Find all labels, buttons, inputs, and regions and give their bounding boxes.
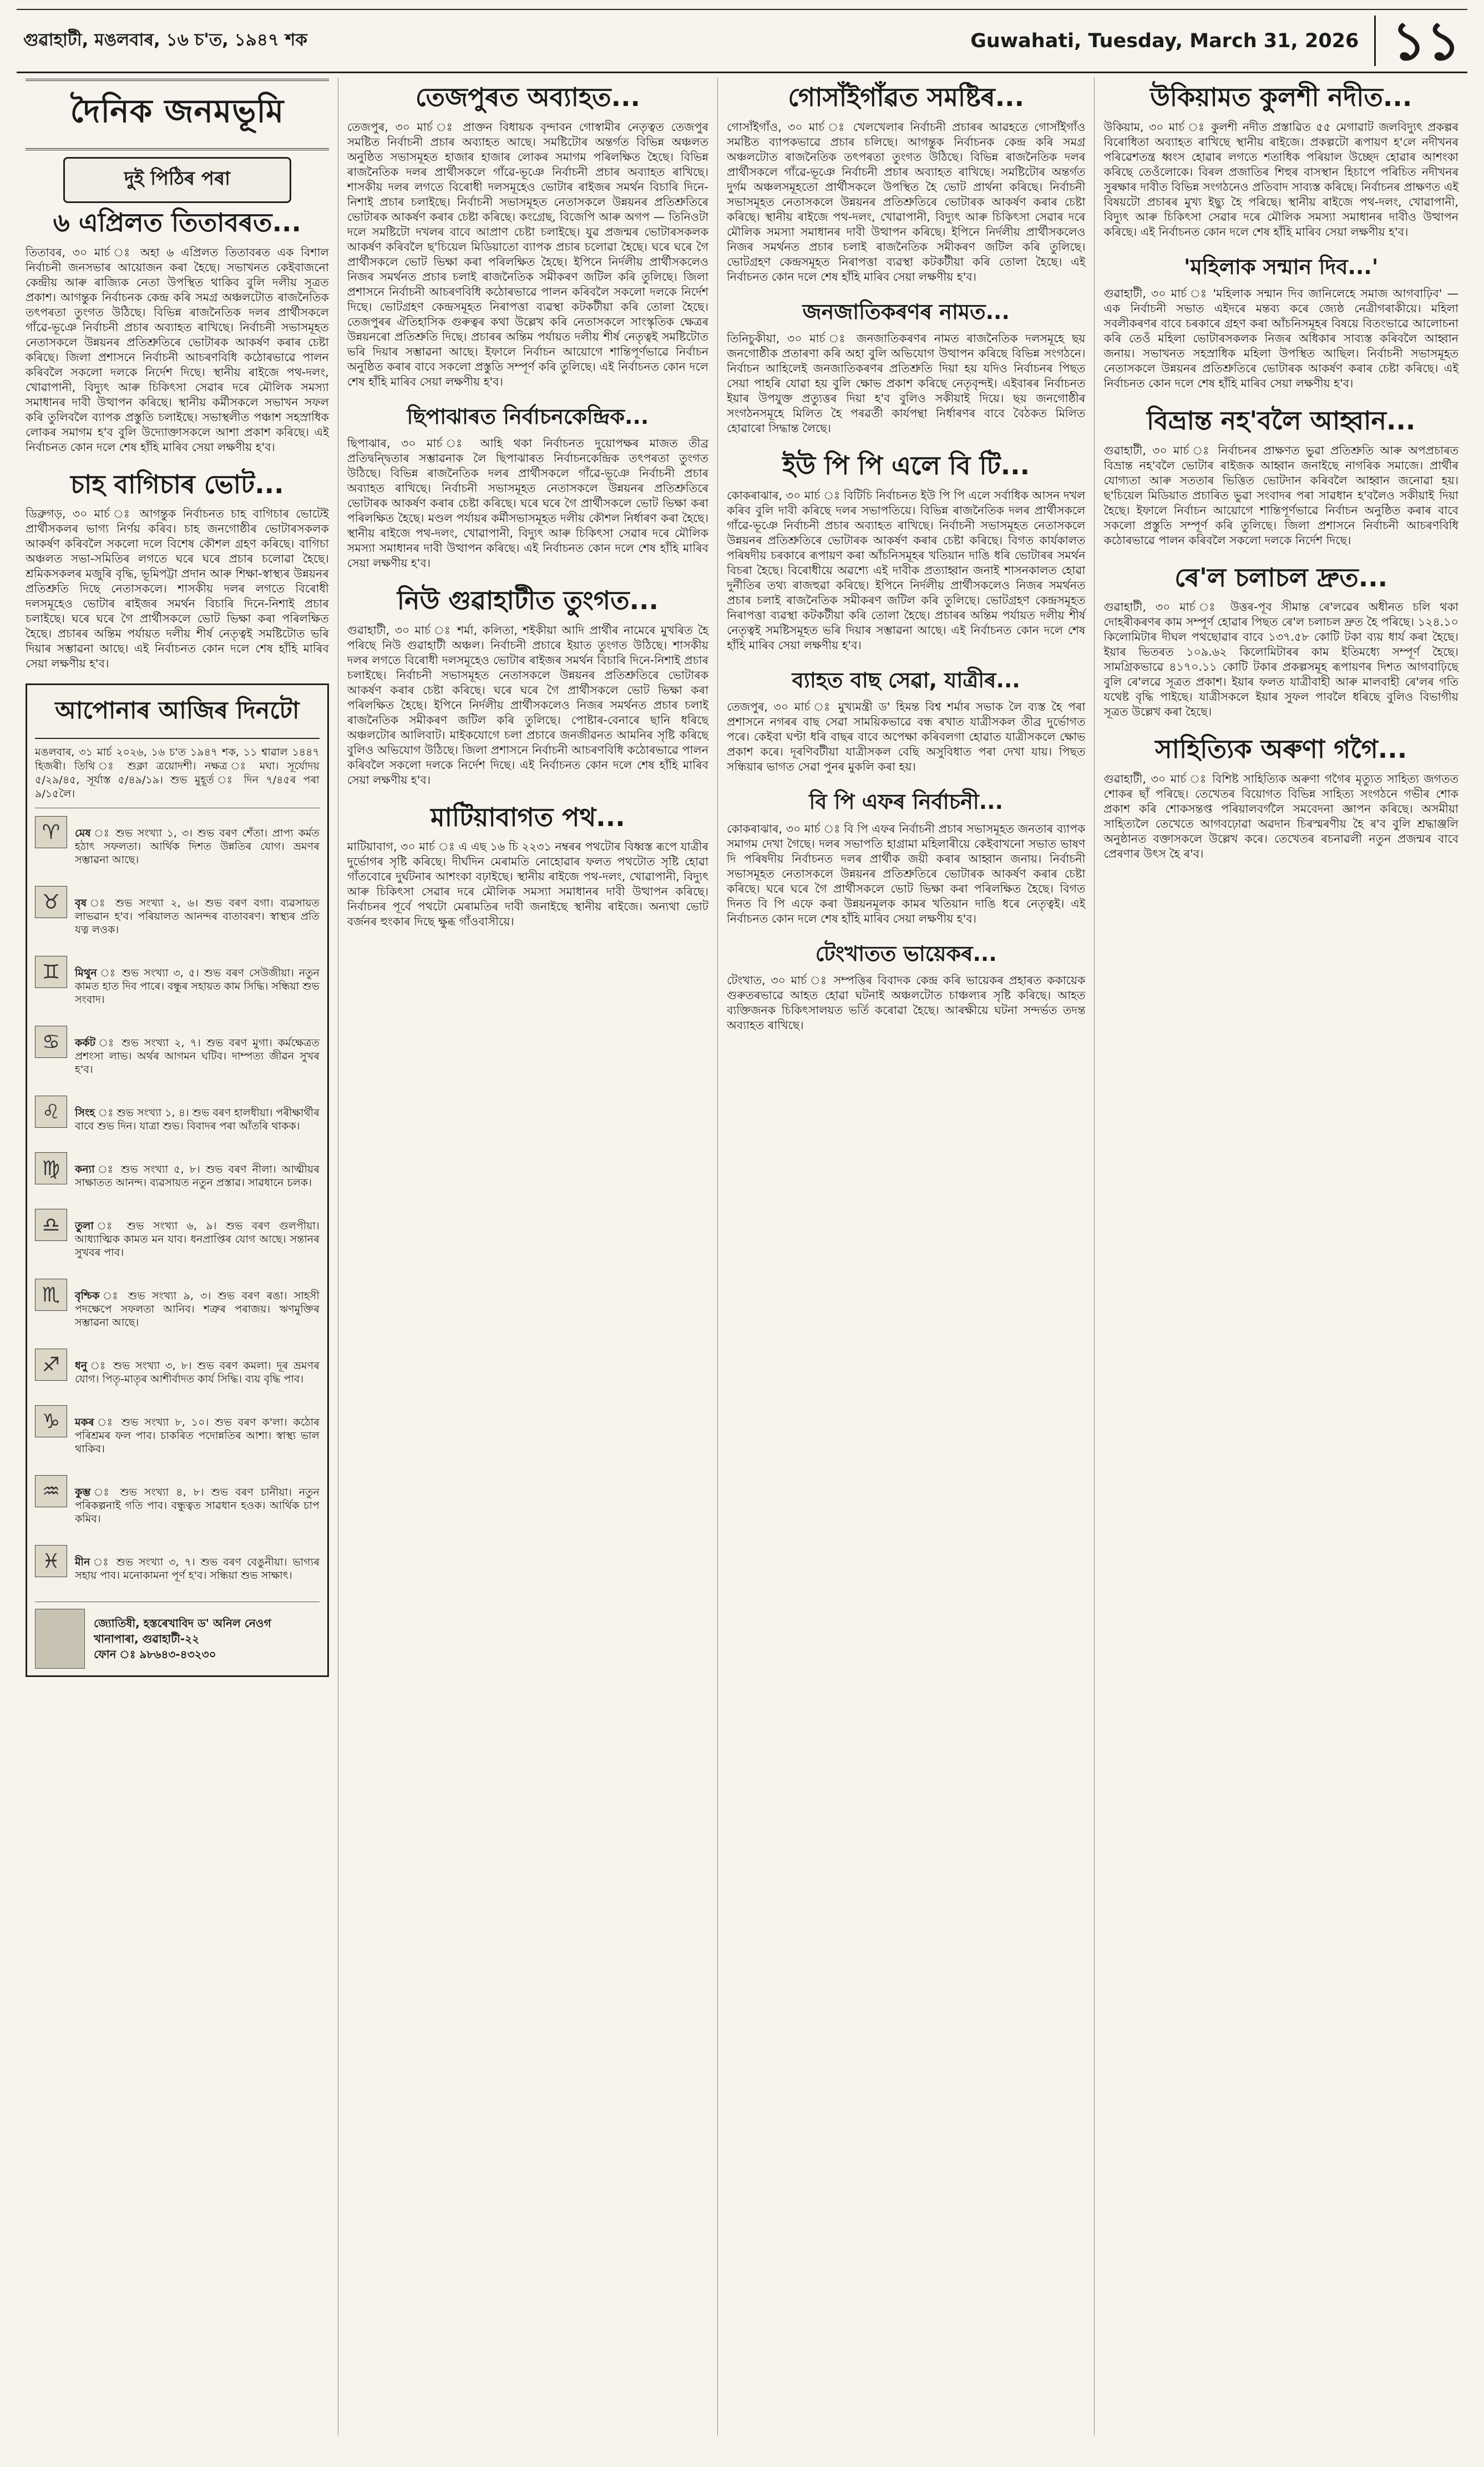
article [727,942,1085,1034]
pisces-icon: ♓ [35,1545,67,1577]
article [26,470,329,672]
article [727,790,1085,926]
zodiac-entry: ♌ সিংহ ঃ শুভ সংখ্যা ১, ৪। শুভ বৰণ হালধীয়া। পৰীক্ষাৰ্থীৰ বাবে শুভ দিন। যাত্ৰা শুভ। বিবাদৰ পৰা আঁতৰি থাকক। [35,1096,320,1143]
zodiac-text: শুভ সংখ্যা ৬, ৯। শুভ বৰণ গুলপীয়া। আধ্যাত্মিক কামত মন যাব। ধনপ্ৰাপ্তিৰ যোগ আছে। সন্তানৰ সুখবৰ পাব। [75,1220,320,1259]
article-headline: গোসাঁইগাঁৱত সমষ্টিৰ... [788,82,1025,113]
zodiac-entry: ♈ মেষ ঃ শুভ সংখ্যা ১, ৩। শুভ বৰণ শেঁতা। প্ৰাপ্য কৰ্মত হঠাৎ সফলতা। আৰ্থিক দিশত উন্নতিৰ যোগ। ভ্ৰমণৰ সম্ভাৱনা আছে। [35,816,320,877]
article-headline: নিউ গুৱাহাটীত তুংগত... [397,585,659,616]
leo-icon: ♌ [35,1096,67,1128]
taurus-icon: ♉ [35,886,67,918]
page-columns [17,78,1467,2435]
horoscope-box [26,683,329,1677]
article [727,300,1085,437]
article-headline: জনজাতিকৰণৰ নামত... [802,299,1010,324]
zodiac-text: শুভ সংখ্যা ১, ৩। শুভ বৰণ শেঁতা। প্ৰাপ্য কৰ্মত হঠাৎ সফলতা। আৰ্থিক দিশত উন্নতিৰ যোগ। ভ্ৰমণৰ সম্ভাৱনা আছে। [75,827,320,867]
zodiac-name: মিথুন [75,967,97,980]
zodiac-text: শুভ সংখ্যা ২, ৬। শুভ বৰণ বগা। ব্যৱসায়ত লাভৱান হ'ব। পৰিয়ালত আনন্দৰ বাতাবৰণ। স্বাস্থ্যৰ প্ৰতি যত্ন লওক। [75,897,320,936]
zodiac-name: কুম্ভ [75,1486,91,1499]
zodiac-text: শুভ সংখ্যা ৪, ৮। শুভ বৰণ চানীয়া। নতুন পৰিকল্পনাই গতি পাব। বন্ধুত্বত সাৱধান হওক। আৰ্থিক চাপ কমিব। [75,1486,320,1526]
zodiac-name: বৃষ [75,897,87,910]
zodiac-text: শুভ সংখ্যা ৯, ৩। শুভ বৰণ ৰঙা। সাহসী পদক্ষেপে সফলতা আনিব। শত্ৰুৰ পৰাজয়। ঋণমুক্তিৰ সম্ভাৱনা আছে। [75,1290,320,1329]
article [727,668,1085,775]
zodiac-name: বৃশ্চিক [75,1290,100,1303]
zodiac-entry: ♋ কৰ্কট ঃ শুভ সংখ্যা ২, ৭। শুভ বৰণ মুগা। কৰ্মক্ষেত্ৰত প্ৰশংসা লাভ। অৰ্থৰ আগমন ঘটিব। দাম্পত্য জীৱন সুখৰ হ'ব। [35,1026,320,1087]
article-body: কোকৰাঝাৰ, ৩০ মাৰ্চ ঃ বিটিচি নিৰ্বাচনত ইউ পি পি এলে সৰ্বাধিক আসন দখল কৰিব বুলি দাবী কৰিছে দলৰ সভাপতিয়ে। বিভিন্ন ৰাজনৈতিক দলৰ প্ৰাৰ্থীসকলে গাঁৱে-ভূঞে নিৰ্বাচনী প্ৰচাৰ অব্যাহত ৰাখিছে। নিৰ্বাচনী সভাসমূহত নেতাসকলে উন্নয়নৰ প্ৰতিশ্ৰুতিৰে ভোটাৰক আকৰ্ষণ কৰাৰ চেষ্টা কৰিছে। বিগত কাৰ্যকালত পৰিষদীয় চৰকাৰে ৰূপায়ণ কৰা আঁচনিসমূহৰ খতিয়ান দাঙি ধৰি ভোটাৰৰ সমৰ্থন বিচৰা হৈছে। বিৰোধীয়ে অৱশ্যে এই দাবীক প্ৰত্যাহ্বান জনাই শাসনকালত হোৱা দুৰ্নীতিৰ তথ্য ৰাজহুৱা কৰিছে। ইপিনে নিৰ্দলীয় প্ৰাৰ্থীসকলেও নিজৰ সমৰ্থনত প্ৰচাৰ চলাই ৰাজনৈতিক সমীকৰণ জটিল কৰি তুলিছে। ভোটগ্ৰহণ কেন্দ্ৰসমূহত নিৰাপত্তা ব্যৱস্থা কটকটীয়া কৰি তোলা হৈছে। প্ৰচাৰৰ অন্তিম পৰ্যায়ত দলীয় শীৰ্ষ নেতৃত্বই সমষ্টিসমূহত ভৰি দিয়াৰ সম্ভাৱনা আছে। এই নিৰ্বাচনত কোন দলে শেষ হাঁহি মাৰিব সেয়া লক্ষণীয় হ'ব। [727,488,1086,652]
aquarius-icon: ♒ [35,1475,67,1507]
page-number: ১১ [1374,16,1461,66]
gemini-icon: ♊ [35,956,67,988]
zodiac-name: মীন [75,1556,90,1569]
article [26,209,329,455]
zodiac-name: মকৰ [75,1416,94,1429]
sagittarius-icon: ♐ [35,1349,67,1381]
article-body: উকিয়াম, ৩০ মাৰ্চ ঃ কুলশী নদীত প্ৰস্তাৱিত ৫৫ মেগাৱাট জলবিদ্যুৎ প্ৰকল্পৰ বিৰোধিতা অব্যাহত ৰাখিছে স্থানীয় ৰাইজে। প্ৰকল্পটো ৰূপায়ণ হ'লে নদীখনৰ পৰিৱেশতন্ত্ৰ ধ্বংস হোৱাৰ লগতে শতাধিক পৰিয়াল উচ্ছেদ হোৱাৰ আশংকা কৰিছে তেওঁলোকে। বিৰল প্ৰজাতিৰ শিহুৰ বাসস্থান হিচাপে পৰিচিত নদীখনৰ সুৰক্ষাৰ দাবীত বিভিন্ন সংগঠনেও প্ৰতিবাদ সাব্যস্ত কৰিছে। নিৰ্বাচনৰ প্ৰাক্ষণত এই বিষয়টো প্ৰচাৰৰ মুখ্য ইছ্যু হৈ পৰিছে। স্থানীয় ৰাইজে পথ-দলং, খোৱাপানী, বিদ্যুৎ আৰু চিকিৎসা সেৱাৰ দৰে মৌলিক সমস্যা সমাধানৰ দাবীও উত্থাপন কৰিছে। এই নিৰ্বাচনত কোন দলে শেষ হাঁহি মাৰিব সেয়া লক্ষণীয় হ'ব। [1103,120,1458,239]
article-headline: টেংখাতত ভায়েকৰ... [815,941,997,966]
horoscope-intro: মঙলবাৰ, ৩১ মাৰ্চ ২০২৬, ১৬ চ'ত ১৯৪৭ শক, ১১ শ্বাৱাল ১৪৪৭ হিজৰী। তিথি ঃ শুক্লা ত্ৰয়োদশী। নক্ষত্ৰ ঃ মঘা। সূৰ্যোদয় ৫/২৯/৪৫, সূৰ্যাস্ত ৫/৪৯/১৯। শুভ মুহূৰ্ত ঃ দিন ৭/৪৫ৰ পৰা ৯/১৫লৈ। [35,746,320,808]
article [727,452,1085,653]
article-headline: ৰে'ল চলাচল দ্ৰুত... [1174,562,1388,592]
article-body: ছিপাঝাৰ, ৩০ মাৰ্চ ঃ আহি থকা নিৰ্বাচনত দুয়োপক্ষৰ মাজত তীব্ৰ প্ৰতিদ্বন্দ্বিতাৰ সম্ভাৱনাক লৈ ছিপাঝাৰত নিৰ্বাচনকেন্দ্ৰিক তৎপৰতা তুংগত উঠিছে। বিভিন্ন ৰাজনৈতিক দলৰ প্ৰাৰ্থীসকলে গাঁৱে-ভূঞে নিৰ্বাচনী প্ৰচাৰ অব্যাহত ৰাখিছে। নিৰ্বাচনী সভাসমূহত নেতাসকলে উন্নয়নৰ প্ৰতিশ্ৰুতিৰে ভোটাৰক আকৰ্ষণ কৰাৰ চেষ্টা কৰিছে। ঘৰে ঘৰে গৈ প্ৰাৰ্থীসকলে ভোট ভিক্ষা কৰা পৰিলক্ষিত হৈছে। মণ্ডল পৰ্যায়ৰ কৰ্মীসভাসমূহত দলীয় কৌশল নিৰ্ধাৰণ কৰা হৈছে। স্থানীয় ৰাইজে পথ-দলং, খোৱাপানী, বিদ্যুৎ আৰু চিকিৎসা সেৱাৰ দৰে মৌলিক সমস্যা সমাধানৰ দাবী উত্থাপন কৰিছে। এই নিৰ্বাচনত কোন দলে শেষ হাঁহি মাৰিব সেয়া লক্ষণীয় হ'ব। [347,437,709,570]
article [347,586,708,788]
zodiac-text: শুভ সংখ্যা ১, ৪। শুভ বৰণ হালধীয়া। পৰীক্ষাৰ্থীৰ বাবে শুভ দিন। যাত্ৰা শুভ। বিবাদৰ পৰা আঁতৰি থাকক। [75,1107,320,1133]
article-body: তেজপুৰ, ৩০ মাৰ্চ ঃ মুখ্যমন্ত্ৰী ড' হিমন্ত বিশ্ব শৰ্মাৰ সভাক লৈ ব্যস্ত হৈ পৰা প্ৰশাসনে নগৰৰ বাছ সেৱা সাময়িকভাৱে বন্ধ ৰখাত যাত্ৰীসকল তীব্ৰ দুৰ্ভোগত পৰে। কেইবা ঘণ্টা ধৰি বাছৰ বাবে অপেক্ষা কৰিবলগা হোৱাত যাত্ৰীসকলে ক্ষোভ প্ৰকাশ কৰে। দূৰণিবটীয়া যাত্ৰীসকল বেছি অসুবিধাত পৰা দেখা যায়। পিছত সন্ধিয়াৰ ভাগত সেৱা পুনৰ মুকলি কৰা হয়। [727,700,1086,774]
zodiac-name: ধনু [75,1360,87,1372]
article-headline: বিভ্ৰান্ত নহ'বলৈ আহ্বান... [1147,406,1416,436]
article-headline: তেজপুৰত অব্যাহত... [415,82,641,113]
astrologer-footer [35,1602,320,1669]
column-2 [338,78,717,2435]
article-headline: সাহিত্যিক অৰুণা গগৈ... [1155,734,1407,764]
column-3 [717,78,1094,2435]
zodiac-text: শুভ সংখ্যা ৩, ৭। শুভ বৰণ বেঙুনীয়া। ভাগ্যৰ সহায় পাব। মনোকামনা পূৰ্ণ হ'ব। সন্ধিয়া শুভ সাক্ষাৎ। [75,1556,320,1582]
zodiac-entry: ♐ ধনু ঃ শুভ সংখ্যা ৩, ৮। শুভ বৰণ কমলা। দূৰ ভ্ৰমণৰ যোগ। পিতৃ-মাতৃৰ আশীৰ্বাদত কাৰ্য সিদ্ধি। ব্যয় বৃদ্ধি পাব। [35,1349,320,1396]
article-headline: উকিয়ামত কুলশী নদীত... [1150,82,1412,113]
zodiac-name: সিংহ [75,1107,95,1119]
article-body: গুৱাহাটী, ৩০ মাৰ্চ ঃ বিশিষ্ট সাহিত্যিক অৰুণা গগৈৰ মৃত্যুত সাহিত্য জগতত শোকৰ ছাঁ পৰিছে। তেখেতৰ বিয়োগত বিভিন্ন সাহিত্য সংগঠনে গভীৰ শোক প্ৰকাশ কৰি শোকসন্তপ্ত পৰিয়ালবৰ্গলৈ সমবেদনা জ্ঞাপন কৰিছে। অসমীয়া সাহিত্যলৈ তেখেতে আগবঢ়োৱা অৱদান চিৰস্মৰণীয় হৈ ৰ'ব বুলি শ্ৰদ্ধাঞ্জলি অনুষ্ঠানত বক্তাসকলে উল্লেখ কৰে। তেখেতৰ ৰচনাৱলী নতুন প্ৰজন্মৰ বাবে প্ৰেৰণাৰ উৎস হৈ ৰ'ব। [1103,772,1458,860]
zodiac-name: কৰ্কট [75,1037,95,1050]
article-headline: চাহ বাগিচাৰ ভোট... [70,469,284,499]
article [1103,564,1458,720]
article-body: টেংখাত, ৩০ মাৰ্চ ঃ সম্পত্তিৰ বিবাদক কেন্দ্ৰ কৰি ভায়েকৰ প্ৰহাৰত ককায়েক গুৰুতৰভাৱে আহত হোৱা ঘটনাই অঞ্চলটোত চাঞ্চল্যৰ সৃষ্টি কৰিছে। আহত ব্যক্তিজনক চিকিৎসালয়ত ভৰ্তি কৰোৱা হৈছে। আৰক্ষীয়ে ঘটনা সন্দৰ্ভত তদন্ত অব্যাহত ৰাখিছে। [727,974,1086,1032]
article-body: তিনিচুকীয়া, ৩০ মাৰ্চ ঃ জনজাতিকৰণৰ নামত ৰাজনৈতিক দলসমূহে ছয় জনগোষ্ঠীক প্ৰতাৰণা কৰি অহা বুলি অভিযোগ উত্থাপন কৰিছে বিভিন্ন সংগঠনে। নিৰ্বাচন আহিলেই জনজাতিকৰণৰ প্ৰতিশ্ৰুতি দিয়া হয় যদিও নিৰ্বাচনৰ পিছত সেয়া পাহৰি যোৱা হয় বুলি ক্ষোভ প্ৰকাশ কৰিছে নেতৃবৃন্দই। এইবাৰৰ নিৰ্বাচনত ইয়াৰ উপযুক্ত প্ৰত্যুত্তৰ দিয়া হ'ব বুলিও সকীয়াই দিয়ে। ছয় জনগোষ্ঠীৰ সংগঠনসমূহে মিলিত হৈ পৰৱৰ্তী কাৰ্যপন্থা নিৰ্ধাৰণৰ বাবে বৈঠকত মিলিত হোৱাৰো সিদ্ধান্ত লৈছে। [727,332,1086,435]
zodiac-entry: ♍ কন্যা ঃ শুভ সংখ্যা ৫, ৮। শুভ বৰণ নীলা। আত্মীয়ৰ সাক্ষাতত আনন্দ। ব্যৱসায়ত নতুন প্ৰস্তাৱ। সাৱধানে চলক। [35,1152,320,1200]
zodiac-text: শুভ সংখ্যা ৩, ৮। শুভ বৰণ কমলা। দূৰ ভ্ৰমণৰ যোগ। পিতৃ-মাতৃৰ আশীৰ্বাদত কাৰ্য সিদ্ধি। ব্যয় বৃদ্ধি পাব। [75,1360,320,1386]
zodiac-text: শুভ সংখ্যা ৮, ১০। শুভ বৰণ ক'লা। কঠোৰ পৰিশ্ৰমৰ ফল পাব। চাকৰিত পদোন্নতিৰ আশা। স্বাস্থ্য ভাল থাকিব। [75,1416,320,1456]
zodiac-entry: ♎ তুলা ঃ শুভ সংখ্যা ৬, ৯। শুভ বৰণ গুলপীয়া। আধ্যাত্মিক কামত মন যাব। ধনপ্ৰাপ্তিৰ যোগ আছে। সন্তানৰ সুখবৰ পাব। [35,1209,320,1270]
zodiac-entry: ♑ মকৰ ঃ শুভ সংখ্যা ৮, ১০। শুভ বৰণ ক'লা। কঠোৰ পৰিশ্ৰমৰ ফল পাব। চাকৰিত পদোন্নতিৰ আশা। স্বাস্থ্য ভাল থাকিব। [35,1405,320,1466]
article-body: গুৱাহাটী, ৩০ মাৰ্চ ঃ উত্তৰ-পূব সীমান্ত ৰে'লৱেৰ অধীনত চলি থকা দোহৰীকৰণৰ কাম সম্পূৰ্ণ হোৱাৰ পিছত ৰে'ল চলাচল দ্ৰুত হৈ পৰিছে। ১২৪.১০ কিলোমিটাৰ দীঘল পথছোৱাৰ বাবে ১৩৭.৫৮ কোটি টকা ব্যয় ধাৰ্য কৰা হৈছে। ইয়াৰ ভিতৰত ১০৯.৬২ কিলোমিটাৰৰ কাম ইতিমধ্যে সম্পূৰ্ণ হৈছে। সামগ্ৰিকভাৱে ৪১৭০.১১ কোটি টকাৰ প্ৰকল্পসমূহ ৰূপায়ণৰ দিশত আগবাঢ়িছে বুলি ৰে'লৱে সূত্ৰত প্ৰকাশ। ইয়াৰ ফলত যাত্ৰীবাহী আৰু মালবাহী ৰে'লৰ গতি যথেষ্ট বৃদ্ধি পাইছে। যাত্ৰীসকলে ইয়াৰ সুফল পাবলৈ ধৰিছে বুলিও বিভাগীয় সূত্ৰত উল্লেখ কৰা হৈছে। [1103,600,1458,719]
article-body: গুৱাহাটী, ৩০ মাৰ্চ ঃ নিৰ্বাচনৰ প্ৰাক্ষণত ভুৱা প্ৰতিশ্ৰুতি আৰু অপপ্ৰচাৰত বিভ্ৰান্ত নহ'বলৈ ভোটাৰ ৰাইজক আহ্বান জনাইছে নাগৰিক সমাজে। প্ৰাৰ্থীৰ যোগ্যতা আৰু সততাৰ ভিত্তিত ভোটদান কৰিবলৈ আহ্বান জনোৱা হয়। ছ'চিয়েল মিডিয়াত প্ৰচাৰিত ভুৱা সংবাদৰ পৰা সাৱধান হ'বলৈও সকীয়াই দিয়া হৈছে। ইফালে নিৰ্বাচন আয়োগে শান্তিপূৰ্ণভাৱে নিৰ্বাচন অনুষ্ঠিত কৰাৰ বাবে সকলো প্ৰস্তুতি সম্পূৰ্ণ কৰি তুলিছে। জিলা প্ৰশাসনে নিৰ্বাচনী আচৰণবিধি কঠোৰভাৱে পালন কৰিবলৈ সকলো দলকে নিৰ্দেশ দিছে। [1103,443,1458,547]
astrologer-contact [94,1615,271,1662]
article-body: মাটিয়াবাগ, ৩০ মাৰ্চ ঃ এ এছ ১৬ চি ২২৩১ নম্বৰৰ পথটোৰ বিধ্বস্ত ৰূপে যাত্ৰীৰ দুৰ্ভোগৰ সৃষ্টি কৰিছে। দীৰ্ঘদিন মেৰামতি নোহোৱাৰ ফলত পথটোত সৃষ্টি হোৱা গাঁতবোৰে দুৰ্ঘটনাৰ আশংকা বঢ়াইছে। স্থানীয় ৰাইজে পথ-দলং, খোৱাপানী, বিদ্যুৎ আৰু চিকিৎসা সেৱাৰ দৰে মৌলিক সমস্যা সমাধানৰ দাবী উত্থাপন কৰিছে। নিৰ্বাচনৰ পূৰ্বে পথটো মেৰামতিৰ দাবী জনাইছে স্থানীয় ৰাইজে। অন্যথা ভোট বৰ্জনৰ হুংকাৰ দিছে ক্ষুব্ধ গাঁওবাসীয়ে। [347,840,709,929]
article-body: গুৱাহাটী, ৩০ মাৰ্চ ঃ 'মহিলাক সন্মান দিব জানিলেহে সমাজ আগবাঢ়িব' — এক নিৰ্বাচনী সভাত এইদৰে মন্তব্য কৰে জ্যেষ্ঠ নেত্ৰীগৰাকীয়ে। মহিলা সবলীকৰণৰ বাবে চৰকাৰে গ্ৰহণ কৰা আঁচনিসমূহৰ বিষয়ে বিতংভাৱে আলোচনা কৰি তেওঁ মহিলা ভোটাৰসকলক নিজৰ অধিকাৰ সাব্যস্ত কৰিবলৈ আহ্বান জনায়। সভাখনত সহস্ৰাধিক মহিলা উপস্থিত আছিল। নিৰ্বাচনী সভাসমূহত নেতাসকলে উন্নয়নৰ প্ৰতিশ্ৰুতিৰে ভোটাৰক আকৰ্ষণ কৰাৰ চেষ্টা কৰিছে। এই নিৰ্বাচনত কোন দলে শেষ হাঁহি মাৰিব সেয়া লক্ষণীয় হ'ব। [1103,287,1458,391]
article [1103,83,1458,240]
virgo-icon: ♍ [35,1152,67,1184]
article-body: কোকৰাঝাৰ, ৩০ মাৰ্চ ঃ বি পি এফৰ নিৰ্বাচনী প্ৰচাৰ সভাসমূহত জনতাৰ ব্যাপক সমাগম দেখা গৈছে। দলৰ সভাপতি হাগ্ৰামা মহিলাৰীয়ে কেইবাখনো সভাত ভাষণ দি পৰিষদীয় নিৰ্বাচনত দলৰ প্ৰাৰ্থীক জয়ী কৰাৰ আহ্বান জনায়। নিৰ্বাচনী সভাসমূহত নেতাসকলে উন্নয়নৰ প্ৰতিশ্ৰুতিৰে ভোটাৰক আকৰ্ষণ কৰাৰ চেষ্টা কৰিছে। ঘৰে ঘৰে গৈ প্ৰাৰ্থীসকলে ভোট ভিক্ষা কৰা পৰিলক্ষিত হৈছে। বিগত দিনত বি পি এফে কৰা উন্নয়নমূলক কামৰ খতিয়ান দাঙি ধৰে নেতৃত্বই। এই নিৰ্বাচনত কোন দলে শেষ হাঁহি মাৰিব সেয়া লক্ষণীয় হ'ব। [727,822,1086,925]
article-body: তিতাবৰ, ৩০ মাৰ্চ ঃ অহা ৬ এপ্ৰিলত তিতাবৰত এক বিশাল নিৰ্বাচনী জনসভাৰ আয়োজন কৰা হৈছে। সভাখনত কেইবাজনো কেন্দ্ৰীয় আৰু ৰাজ্যিক নেতা উপস্থিত থাকিব বুলি দলীয় সূত্ৰত প্ৰকাশ। আগন্তুক নিৰ্বাচনক কেন্দ্ৰ কৰি সমগ্ৰ অঞ্চলটোত ৰাজনৈতিক তৎপৰতা তুংগত উঠিছে। বিভিন্ন ৰাজনৈতিক দলৰ প্ৰাৰ্থীসকলে গাঁৱে-ভূঞে নিৰ্বাচনী প্ৰচাৰ অব্যাহত ৰাখিছে। নিৰ্বাচনী সভাসমূহত নেতাসকলে উন্নয়নৰ প্ৰতিশ্ৰুতিৰে ভোটাৰক আকৰ্ষণ কৰাৰ চেষ্টা কৰিছে। জিলা প্ৰশাসনে নিৰ্বাচনী আচৰণবিধি কঠোৰভাৱে পালন কৰিবলৈ সকলো দলকে নিৰ্দেশ দিছে। স্থানীয় ৰাইজে পথ-দলং, খোৱাপানী, বিদ্যুৎ আৰু চিকিৎসা সেৱাৰ দৰে মৌলিক সমস্যা সমাধানৰ দাবী উত্থাপন কৰিছে। স্থানীয় কৰ্মীসকলে সভাখন সফল কৰি তুলিবলৈ ব্যাপক প্ৰস্তুতি চলাইছে। সভাস্থলীত পঞ্চাশ সহস্ৰাধিক লোকৰ সমাগম হ'ব বুলি উদ্যোক্তাসকলে আশা প্ৰকাশ কৰিছে। এই নিৰ্বাচনত কোন দলে শেষ হাঁহি মাৰিব সেয়া লক্ষণীয় হ'ব। [26,245,329,454]
article-headline: ছিপাঝাৰত নিৰ্বাচনকেন্দ্ৰিক... [407,404,649,429]
article [1103,255,1458,392]
astrologer-address: খানাপাৰা, গুৱাহাটী-২২ [94,1632,200,1646]
zodiac-text: শুভ সংখ্যা ২, ৭। শুভ বৰণ মুগা। কৰ্মক্ষেত্ৰত প্ৰশংসা লাভ। অৰ্থৰ আগমন ঘটিব। দাম্পত্য জীৱন সুখৰ হ'ব। [75,1037,320,1076]
article [347,803,708,930]
article-body: তেজপুৰ, ৩০ মাৰ্চ ঃ প্ৰাক্তন বিধায়ক বৃন্দাবন গোস্বামীৰ নেতৃত্বত তেজপুৰ সমষ্টিত নিৰ্বাচনী প্ৰচাৰ অব্যাহত আছে। সমষ্টিটোৰ অন্তৰ্গত বিভিন্ন অঞ্চলত অনুষ্ঠিত সভাসমূহত হাজাৰ হাজাৰ লোকৰ সমাগম পৰিলক্ষিত হৈছে। বিভিন্ন ৰাজনৈতিক দলৰ প্ৰাৰ্থীসকলে গাঁৱে-ভূঞে নিৰ্বাচনী প্ৰচাৰ অব্যাহত ৰাখিছে। শাসকীয় দলৰ লগতে বিৰোধী দলসমূহেও ভোটাৰ ৰাইজৰ সমৰ্থন বিচাৰি দিনে-নিশাই প্ৰচাৰ চলাইছে। নিৰ্বাচনী সভাসমূহত নেতাসকলে উন্নয়নৰ প্ৰতিশ্ৰুতিৰে ভোটাৰক আকৰ্ষণ কৰাৰ চেষ্টা কৰিছে। কংগ্ৰেছ, বিজেপি আৰু অগপ — তিনিওটা দলে সমষ্টিটো দখলৰ বাবে আপ্ৰাণ চেষ্টা চলাইছে। যুৱ প্ৰজন্মৰ ভোটাৰসকলক আকৰ্ষণ কৰিবলৈ ছ'চিয়েল মিডিয়াতো ব্যাপক প্ৰচাৰ চলোৱা হৈছে। ঘৰে ঘৰে গৈ প্ৰাৰ্থীসকলে ভোট ভিক্ষা কৰা পৰিলক্ষিত হৈছে। ইপিনে নিৰ্দলীয় প্ৰাৰ্থীসকলেও নিজৰ সমৰ্থনত প্ৰচাৰ চলাই ৰাজনৈতিক সমীকৰণ জটিল কৰি তুলিছে। জিলা প্ৰশাসনে নিৰ্বাচনী আচৰণবিধি কঠোৰভাৱে পালন কৰিবলৈ সকলো দলকে নিৰ্দেশ দিছে। ভোটগ্ৰহণ কেন্দ্ৰসমূহত নিৰাপত্তা ব্যৱস্থা কটকটীয়া কৰি তোলা হৈছে। তেজপুৰৰ ঐতিহাসিক গুৰুত্বৰ কথা উল্লেখ কৰি নেতাসকলে সাংস্কৃতিক ক্ষেত্ৰৰ উন্নয়নৰো প্ৰতিশ্ৰুতি দিছে। প্ৰচাৰৰ অন্তিম পৰ্যায়ত দলীয় শীৰ্ষ নেতৃত্বই সমষ্টিটোত ভৰি দিয়াৰ সম্ভাৱনা আছে। ইফালে নিৰ্বাচন আয়োগে শান্তিপূৰ্ণভাৱে নিৰ্বাচন অনুষ্ঠিত কৰাৰ বাবে সকলো প্ৰস্তুতি সম্পূৰ্ণ কৰি তুলিছে। এই নিৰ্বাচনত কোন দলে শেষ হাঁহি মাৰিব সেয়া লক্ষণীয় হ'ব। [347,120,709,388]
zodiac-text: শুভ সংখ্যা ৩, ৫। শুভ বৰণ সেউজীয়া। নতুন কামত হাত দিব পাৰে। বন্ধুৰ সহায়ত কাম সিদ্ধি। সন্ধিয়া শুভ সংবাদ। [75,967,320,1006]
article-headline: ইউ পি পি এলে বি টি... [782,450,1030,481]
article-headline: মাটিয়াবাগত পথ... [430,802,625,832]
zodiac-entry: ♏ বৃশ্চিক ঃ শুভ সংখ্যা ৯, ৩। শুভ বৰণ ৰঙা। সাহসী পদক্ষেপে সফলতা আনিব। শত্ৰুৰ পৰাজয়। ঋণমুক্তিৰ সম্ভাৱনা আছে। [35,1279,320,1340]
zodiac-name: তুলা [75,1220,94,1233]
zodiac-name: মেষ [75,827,91,840]
cancer-icon: ♋ [35,1026,67,1058]
article [1103,735,1458,862]
zodiac-text: শুভ সংখ্যা ৫, ৮। শুভ বৰণ নীলা। আত্মীয়ৰ সাক্ষাতত আনন্দ। ব্যৱসায়ত নতুন প্ৰস্তাৱ। সাৱধানে চলক। [75,1163,320,1189]
article-body: গোসাঁইগাঁও, ৩০ মাৰ্চ ঃ খেলখেলাৰ নিৰ্বাচনী প্ৰচাৰৰ আৱহতে গোসাঁইগাঁও সমষ্টিত ব্যাপকভাৱে প্ৰচাৰ চলিছে। আগন্তুক নিৰ্বাচনক কেন্দ্ৰ কৰি সমগ্ৰ অঞ্চলটোত ৰাজনৈতিক তৎপৰতা তুংগত উঠিছে। বিভিন্ন ৰাজনৈতিক দলৰ প্ৰাৰ্থীসকলে গাঁৱে-ভূঞে নিৰ্বাচনী প্ৰচাৰ অব্যাহত ৰাখিছে। সমষ্টিটোৰ অন্তৰ্গত দুৰ্গম অঞ্চলসমূহতো প্ৰাৰ্থীসকলে উপস্থিত হৈ ভোট প্ৰাৰ্থনা কৰিছে। নিৰ্বাচনী সভাসমূহত নেতাসকলে উন্নয়নৰ প্ৰতিশ্ৰুতিৰে ভোটাৰক আকৰ্ষণ কৰাৰ চেষ্টা কৰিছে। স্থানীয় ৰাইজে পথ-দলং, খোৱাপানী, বিদ্যুৎ আৰু চিকিৎসা সেৱাৰ দৰে মৌলিক সমস্যা সমাধানৰ দাবী উত্থাপন কৰিছে। ইপিনে নিৰ্দলীয় প্ৰাৰ্থীসকলেও নিজৰ সমৰ্থনত প্ৰচাৰ চলাই ৰাজনৈতিক সমীকৰণ জটিল কৰি তুলিছে। ভোটগ্ৰহণ কেন্দ্ৰসমূহত নিৰাপত্তা ব্যৱস্থা কটকটীয়া কৰি তোলা হৈছে। এই নিৰ্বাচনত কোন দলে শেষ হাঁহি মাৰিব সেয়া লক্ষণীয় হ'ব। [727,120,1086,283]
masthead: দৈনিক জনমভূমি [26,79,329,150]
article-headline: ব্যাহত বাছ সেৱা, যাত্ৰীৰ... [792,667,1020,692]
astrologer-phone: ফোন ঃ ৯৮৬৪৩-৪৩২৩০ [94,1648,216,1661]
column-1 [17,78,338,2435]
dateline-english-wrap [970,9,1461,72]
astrologer-photo [35,1609,85,1669]
horoscope-title: আপোনাৰ আজিৰ দিনটো [35,693,320,739]
article [347,405,708,571]
article-headline: 'মহিলাক সন্মান দিব...' [1184,254,1379,279]
article [1103,407,1458,548]
article-body: গুৱাহাটী, ৩০ মাৰ্চ ঃ শৰ্মা, কলিতা, শইকীয়া আদি প্ৰাৰ্থীৰ নামেৰে মুখৰিত হৈ পৰিছে নিউ গুৱাহাটী অঞ্চল। নিৰ্বাচনী প্ৰচাৰে ইয়াত তুংগত উঠিছে। শাসকীয় দলৰ লগতে বিৰোধী দলসমূহেও ভোটাৰ ৰাইজৰ সমৰ্থন বিচাৰি দিনে-নিশাই প্ৰচাৰ চলাইছে। নিৰ্বাচনী সভাসমূহত নেতাসকলে উন্নয়নৰ প্ৰতিশ্ৰুতিৰে ভোটাৰক আকৰ্ষণ কৰাৰ চেষ্টা কৰিছে। ঘৰে ঘৰে গৈ প্ৰাৰ্থীসকলে ভোট ভিক্ষা কৰা পৰিলক্ষিত হৈছে। ইপিনে নিৰ্দলীয় প্ৰাৰ্থীসকলেও নিজৰ সমৰ্থনত প্ৰচাৰ চলাই ৰাজনৈতিক সমীকৰণ জটিল কৰি তুলিছে। পোষ্টাৰ-বেনাৰে ছানি ধৰিছে অঞ্চলটোৰ আলিবাট। মাইকযোগে চলা প্ৰচাৰে জনজীৱনত আমনিৰ সৃষ্টি কৰিছে বুলিও অভিযোগ উঠিছে। জিলা প্ৰশাসনে নিৰ্বাচনী আচৰণবিধি কঠোৰভাৱে পালন কৰিবলৈ সকলো দলকে নিৰ্দেশ দিছে। এই নিৰ্বাচনত কোন দলে শেষ হাঁহি মাৰিব সেয়া লক্ষণীয় হ'ব। [347,623,709,787]
section-box: দুই পিঠিৰ পৰা [63,157,292,203]
zodiac-entry: ♊ মিথুন ঃ শুভ সংখ্যা ৩, ৫। শুভ বৰণ সেউজীয়া। নতুন কামত হাত দিব পাৰে। বন্ধুৰ সহায়ত কাম সিদ্ধি। সন্ধিয়া শুভ সংবাদ। [35,956,320,1017]
zodiac-entry: ♒ কুম্ভ ঃ শুভ সংখ্যা ৪, ৮। শুভ বৰণ চানীয়া। নতুন পৰিকল্পনাই গতি পাব। বন্ধুত্বত সাৱধান হওক। আৰ্থিক চাপ কমিব। [35,1475,320,1536]
dateline-assamese: গুৱাহাটী, মঙলবাৰ, ১৬ চ'ত, ১৯৪৭ শক [23,29,307,50]
zodiac-name: কন্যা [75,1163,95,1176]
scorpio-icon: ♏ [35,1279,67,1311]
article-body: ডিব্ৰুগড়, ৩০ মাৰ্চ ঃ আগন্তুক নিৰ্বাচনত চাহ বাগিচাৰ ভোটেই প্ৰাৰ্থীসকলৰ ভাগ্য নিৰ্ণয় কৰিব। চাহ জনগোষ্ঠীৰ ভোটাৰসকলক আকৰ্ষণ কৰিবলৈ সকলো দলে বিশেষ কৌশল গ্ৰহণ কৰিছে। বাগিচা অঞ্চলত সভা-সমিতিৰ লগতে ঘৰে ঘৰে প্ৰচাৰ চলোৱা হৈছে। শ্ৰমিকসকলৰ মজুৰি বৃদ্ধি, ভূমিপট্টা প্ৰদান আৰু শিক্ষা-স্বাস্থ্যৰ উন্নয়নৰ প্ৰতিশ্ৰুতি দিছে নেতাসকলে। শাসকীয় দলৰ লগতে বিৰোধী দলসমূহেও ভোটাৰ ৰাইজৰ সমৰ্থন বিচাৰি দিনে-নিশাই প্ৰচাৰ চলাইছে। ঘৰে ঘৰে গৈ প্ৰাৰ্থীসকলে ভোট ভিক্ষা কৰা পৰিলক্ষিত হৈছে। প্ৰচাৰৰ অন্তিম পৰ্যায়ত দলীয় শীৰ্ষ নেতৃত্বই সমষ্টিটোত ভৰি দিয়াৰ সম্ভাৱনা আছে। এই নিৰ্বাচনত কোন দলে শেষ হাঁহি মাৰিব সেয়া লক্ষণীয় হ'ব। [26,507,329,671]
article [727,83,1085,285]
dateline-english: Guwahati, Tuesday, March 31, 2026 [970,29,1359,52]
date-bar [17,9,1467,73]
libra-icon: ♎ [35,1209,67,1241]
article-headline: ৬ এপ্ৰিলত তিতাবৰত... [53,207,301,238]
zodiac-entry: ♓ মীন ঃ শুভ সংখ্যা ৩, ৭। শুভ বৰণ বেঙুনীয়া। ভাগ্যৰ সহায় পাব। মনোকামনা পূৰ্ণ হ'ব। সন্ধিয়া শুভ সাক্ষাৎ। [35,1545,320,1593]
article-headline: বি পি এফৰ নিৰ্বাচনী... [809,789,1004,814]
zodiac-entry: ♉ বৃষ ঃ শুভ সংখ্যা ২, ৬। শুভ বৰণ বগা। ব্যৱসায়ত লাভৱান হ'ব। পৰিয়ালত আনন্দৰ বাতাবৰণ। স্বাস্থ্যৰ প্ৰতি যত্ন লওক। [35,886,320,947]
capricorn-icon: ♑ [35,1405,67,1437]
article [347,83,708,389]
astrologer-name: জ্যোতিষী, হস্তৰেখাবিদ ড' অনিল নেওগ [94,1617,271,1630]
column-4 [1094,78,1467,2435]
aries-icon: ♈ [35,816,67,848]
